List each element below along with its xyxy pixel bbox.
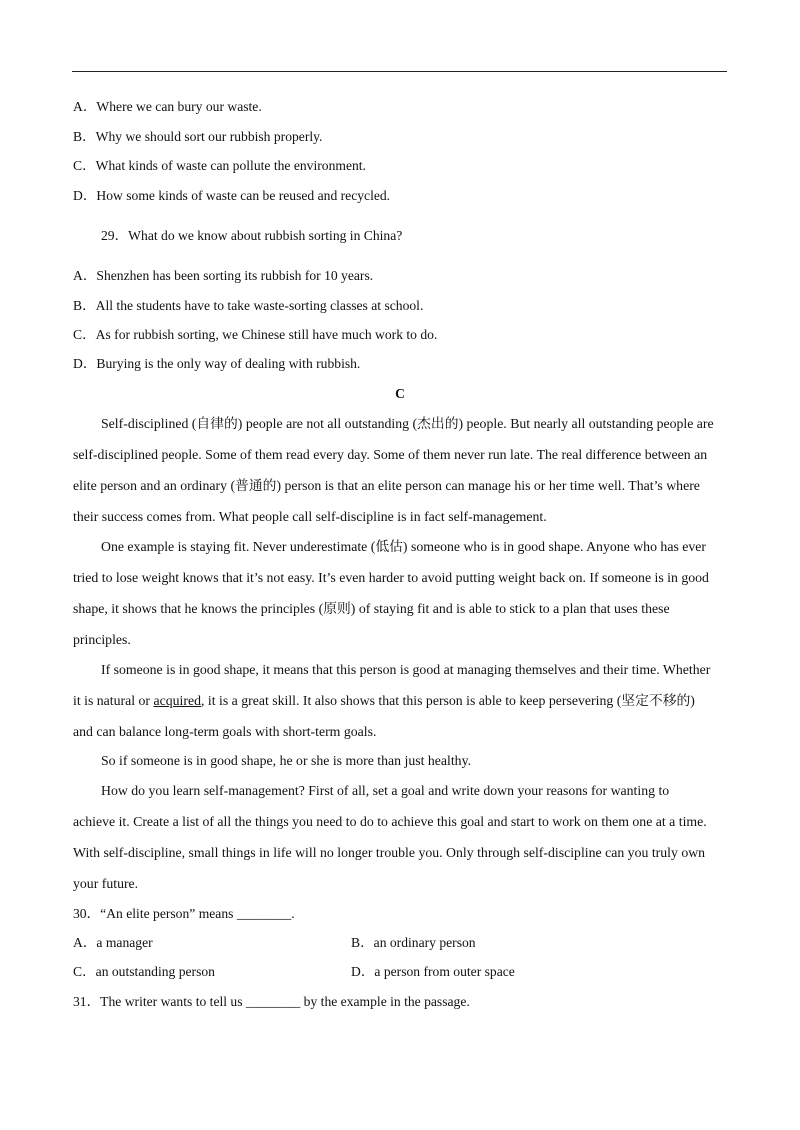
section-title: C — [395, 386, 405, 401]
passage-text: , it is a great skill. It also shows that this person is able to keep persevering (坚定不移的) — [200, 693, 695, 708]
q30-option-c: C．an outstanding person — [73, 964, 215, 979]
header-rule — [72, 71, 727, 72]
q28-option-d: D．How some kinds of waste can be reused and recycled. — [73, 188, 391, 203]
passage-line: their success comes from. What people call self-discipline is in fact self-management. — [73, 509, 547, 524]
passage-line: your future. — [73, 876, 139, 891]
underlined-word: acquired — [153, 693, 201, 708]
q30-question: 30．“An elite person” means ________. — [73, 906, 295, 921]
passage-line: achieve it. Create a list of all the things you need to do to achieve this goal and start to work on them one at a time. — [73, 814, 707, 829]
q28-option-b: B．Why we should sort our rubbish properly. — [73, 129, 323, 144]
passage-line: tried to lose weight knows that it’s not easy. It’s even harder to avoid putting weight back on. If someone is in good — [73, 570, 709, 585]
q29-option-a: A．Shenzhen has been sorting its rubbish for 10 years. — [73, 268, 374, 283]
passage-line: elite person and an ordinary (普通的) person is that an elite person can manage his or her time well. That’s where — [73, 478, 700, 493]
passage-line: principles. — [73, 632, 131, 647]
passage-line: and can balance long-term goals with short-term goals. — [73, 724, 377, 739]
q30-option-a: A．a manager — [73, 935, 153, 950]
q29-option-d: D．Burying is the only way of dealing with rubbish. — [73, 356, 361, 371]
q28-option-c: C．What kinds of waste can pollute the environment. — [73, 158, 366, 173]
passage-line: If someone is in good shape, it means that this person is good at managing themselves and their time. Whether — [101, 662, 711, 677]
q28-option-a: A．Where we can bury our waste. — [73, 99, 262, 114]
q29-question: 29．What do we know about rubbish sorting in China? — [101, 228, 403, 243]
q29-option-c: C．As for rubbish sorting, we Chinese still have much work to do. — [73, 327, 438, 342]
passage-line: shape, it shows that he knows the principles (原则) of staying fit and is able to stick to a plan that uses these — [73, 601, 670, 616]
q30-option-d: D．a person from outer space — [351, 964, 515, 979]
q30-option-b: B．an ordinary person — [351, 935, 476, 950]
passage-line: One example is staying fit. Never underestimate (低估) someone who is in good shape. Anyone who has ever — [101, 539, 707, 554]
passage-line: Self-disciplined (自律的) people are not all outstanding (杰出的) people. But nearly all outstanding people are — [101, 416, 714, 431]
passage-line — [73, 693, 695, 709]
passage-text: it is natural or — [73, 693, 154, 708]
passage-line: So if someone is in good shape, he or she is more than just healthy. — [101, 753, 472, 768]
passage-line: With self-discipline, small things in life will no longer trouble you. Only through self-discipline can you truly own — [73, 845, 706, 860]
passage-line: How do you learn self-management? First of all, set a goal and write down your reasons for wanting to — [101, 783, 670, 798]
q29-option-b: B．All the students have to take waste-sorting classes at school. — [73, 298, 424, 313]
q31-question: 31．The writer wants to tell us ________ by the example in the passage. — [73, 994, 470, 1009]
passage-line: self-disciplined people. Some of them read every day. Some of them never run late. The real difference between an — [73, 447, 708, 462]
